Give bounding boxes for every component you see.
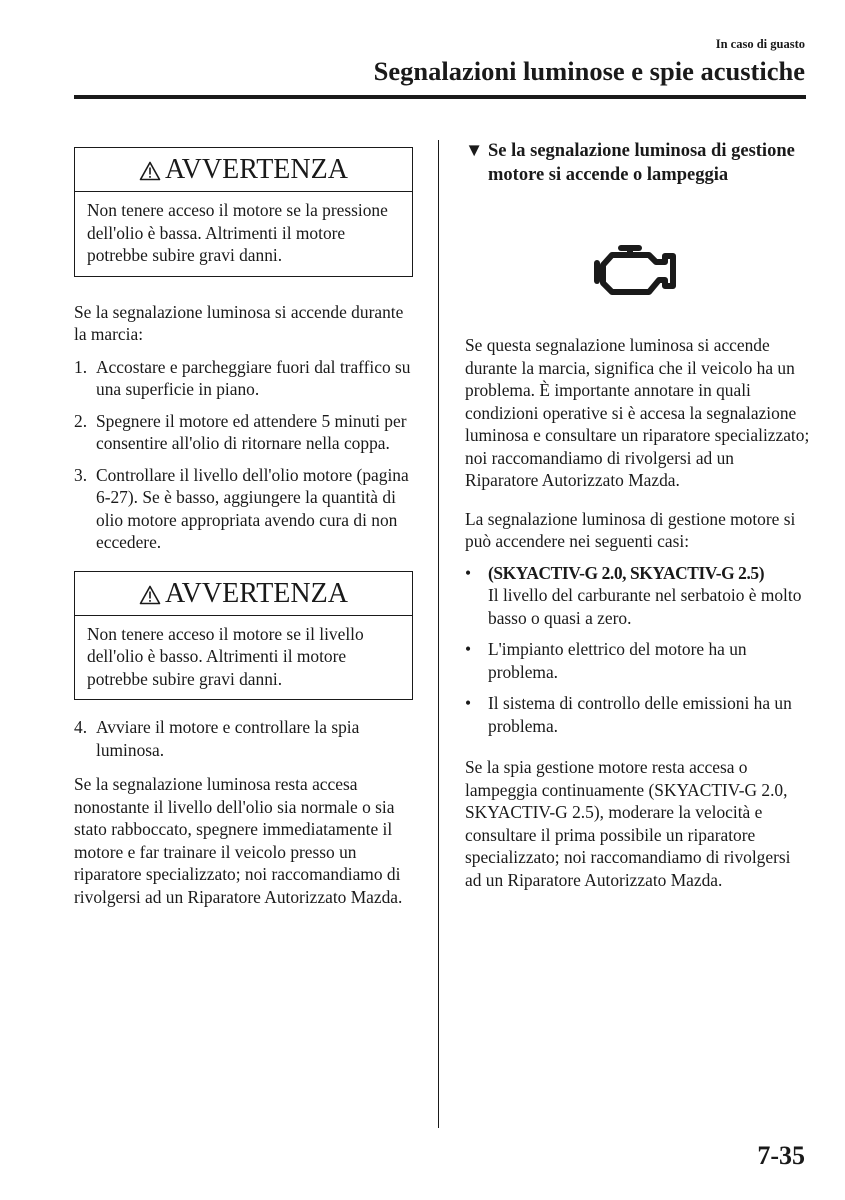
final-paragraph: Se la spia gestione motore resta accesa o lampeggia continuamente (SKYACTIV-G 2.0, SKYACTIV-G 2.5), moderare la velocità e consultare il prima possibile un riparatore specializzato; noi raccomandiamo di rivolgersi ad un Riparatore Autorizzato Mazda. bbox=[465, 757, 791, 890]
warning-text: Non tenere acceso il motore se il livello dell'olio è basso. Altrimenti il motore potrebbe subire gravi danni. bbox=[87, 623, 364, 689]
triangle-marker-icon: ▼ bbox=[465, 141, 484, 161]
check-engine-icon bbox=[587, 242, 681, 298]
warning-header bbox=[75, 572, 412, 616]
page-title: Segnalazioni luminose e spie acustiche bbox=[373, 56, 805, 86]
warning-box-oil-pressure bbox=[74, 147, 413, 277]
list-item-text bbox=[488, 562, 810, 630]
description-paragraph: Se questa segnalazione luminosa si accende durante la marcia, significa che il veicolo ha un problema. È importante annotare in quali condizioni operative si è accesa la segnalazione luminosa e consultare un riparatore specializzato; noi raccomandiamo di rivolgersi ad un Riparatore Autorizzato Mazda. bbox=[465, 335, 810, 490]
warning-triangle-icon bbox=[139, 161, 161, 181]
intro-paragraph: Se la segnalazione luminosa si accende durante la marcia: bbox=[74, 301, 404, 344]
step-text: Controllare il livello dell'olio motore (pagina 6-27). Se è basso, aggiungere la quantità di olio motore appropriata avendo cura di non eccedere. bbox=[96, 464, 409, 552]
list-item bbox=[74, 410, 414, 455]
list-item bbox=[465, 692, 810, 737]
list-item-body: L'impianto elettrico del motore ha un problema. bbox=[488, 639, 747, 682]
bullet: • bbox=[465, 693, 472, 713]
warning-title: AVVERTENZA bbox=[165, 154, 348, 185]
list-item bbox=[465, 562, 810, 630]
bullet: • bbox=[465, 639, 472, 659]
step-text: Spegnere il motore ed attendere 5 minuti per consentire all'olio di ritornare nella coppa. bbox=[96, 410, 407, 453]
step-number: 1. bbox=[74, 356, 88, 377]
warning-text: Non tenere acceso il motore se la pressione dell'olio è bassa. Altrimenti il motore potrebbe subire gravi danni. bbox=[87, 200, 388, 265]
warning-triangle-icon bbox=[139, 585, 161, 605]
cases-list bbox=[465, 562, 810, 738]
left-column bbox=[74, 147, 414, 908]
section-label: In caso di guasto bbox=[715, 37, 805, 51]
header-rule bbox=[74, 95, 806, 99]
cases-intro: La segnalazione luminosa di gestione motore si può accendere nei seguenti casi: bbox=[465, 508, 796, 551]
list-item-body: Il sistema di controllo delle emissioni ha un problema. bbox=[488, 693, 792, 736]
list-item-body: Il livello del carburante nel serbatoio è molto basso o quasi a zero. bbox=[488, 585, 802, 628]
section-heading bbox=[465, 139, 810, 187]
closing-paragraph: Se la segnalazione luminosa resta accesa nonostante il livello dell'olio sia normale o sia stato rabboccato, spegnere immediatamente il motore e far trainare il veicolo presso un riparatore specializzato; noi raccomandiamo di rivolgersi ad un Riparatore Autorizzato Mazda. bbox=[74, 774, 403, 907]
list-item bbox=[74, 716, 414, 761]
warning-header bbox=[75, 148, 412, 192]
step-number: 2. bbox=[74, 410, 88, 431]
step-number: 3. bbox=[74, 464, 88, 485]
list-item bbox=[74, 464, 414, 554]
list-item bbox=[465, 638, 810, 683]
warning-box-oil-level bbox=[74, 571, 413, 701]
page-number: 7-35 bbox=[757, 1141, 805, 1170]
right-column bbox=[465, 139, 810, 891]
list-item bbox=[74, 356, 414, 401]
engine-variant-label: (SKYACTIV-G 2.0, SKYACTIV-G 2.5) bbox=[488, 562, 765, 583]
steps-list bbox=[74, 356, 414, 554]
column-divider bbox=[438, 140, 439, 1128]
step-number: 4. bbox=[74, 717, 88, 737]
bullet: • bbox=[465, 562, 472, 583]
step-text: Accostare e parcheggiare fuori dal traffico su una superficie in piano. bbox=[96, 356, 411, 399]
section-heading-text: Se la segnalazione luminosa di gestione motore si accende o lampeggia bbox=[488, 141, 795, 185]
step-text: Avviare il motore e controllare la spia luminosa. bbox=[96, 717, 360, 760]
warning-title: AVVERTENZA bbox=[165, 577, 348, 609]
